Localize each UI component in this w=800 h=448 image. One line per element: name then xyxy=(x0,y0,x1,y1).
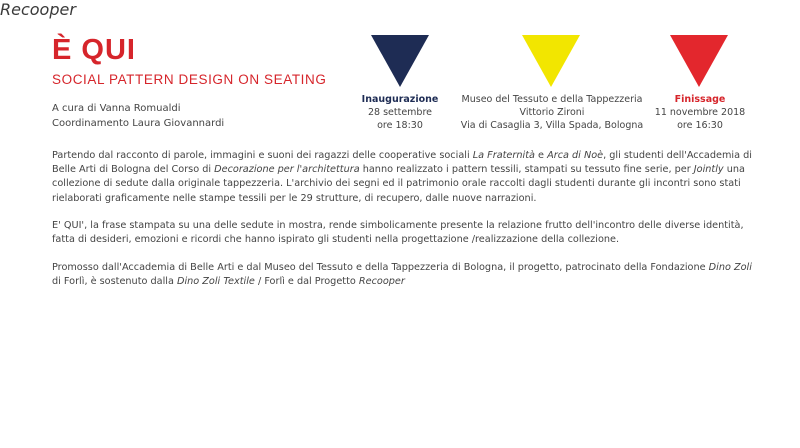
closing-info xyxy=(650,93,750,132)
red-triangle xyxy=(670,35,728,87)
credits-block xyxy=(52,101,224,131)
paragraph-1: Partendo dal racconto di parole, immagini e suoni dei ragazzi delle cooperative sociali La Fraternità e Arca di Noè, gli studenti dell'Accademia di Belle Arti di Bologna del Corso di Decorazione per l'architettura hanno realizzato i pattern tessili, stampati su tessuto fine serie, per Jointly una collezione di sedute dalla originale tappezzeria. L'archivio dei segni ed il patrimonio orale raccolti dagli studenti durante gli incontri sono stati rielaborati graficamente nelle stampe tessili per le 29 strutture, di recupero, dalle nuove narrazioni. xyxy=(52,150,752,204)
venue-line-2: Vittorio Zironi xyxy=(519,107,585,118)
closing-date: 11 novembre 2018 xyxy=(654,107,746,118)
opening-info xyxy=(352,93,448,132)
venue-line-3: Via di Casaglia 3, Villa Spada, Bologna xyxy=(460,120,644,131)
navy-triangle xyxy=(371,35,429,87)
opening-label: Inaugurazione xyxy=(361,94,439,105)
venue-info xyxy=(452,93,652,132)
coordinator-line: Coordinamento Laura Giovannardi xyxy=(52,118,225,129)
paragraph-2: E' QUI', la frase stampata su una delle sedute in mostra, rende simbolicamente presente la relazione frutto dell'incontro delle diverse identità, fatta di desideri, emozioni e ricordi che hanno ispirato gli studenti nella progettazione /realizzazione della collezione. xyxy=(52,220,744,246)
yellow-triangle xyxy=(522,35,580,87)
curator-line: A cura di Vanna Romualdi xyxy=(52,103,181,114)
venue-line-1: Museo del Tessuto e della Tappezzeria xyxy=(461,94,643,105)
closing-label: Finissage xyxy=(674,94,726,105)
exhibition-subtitle: SOCIAL PATTERN DESIGN ON SEATING xyxy=(52,72,327,87)
opening-date: 28 settembre xyxy=(367,107,433,118)
exhibition-title: È QUI xyxy=(52,34,136,66)
closing-time: ore 16:30 xyxy=(677,120,723,131)
opening-time: ore 18:30 xyxy=(377,120,423,131)
paragraph-3: Promosso dall'Accademia di Belle Arti e dal Museo del Tessuto e della Tappezzeria di Bologna, il progetto, patrocinato della Fondazione Dino Zoli di Forlì, è sostenuto dalla Dino Zoli Textile / Forlì e dal Progetto Recooper xyxy=(52,262,752,288)
